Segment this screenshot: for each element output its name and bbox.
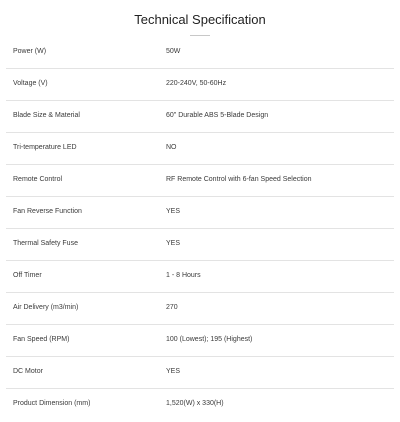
spec-value: 270 (166, 304, 178, 311)
spec-label: Thermal Safety Fuse (13, 240, 78, 247)
spec-row-motor (6, 356, 394, 388)
spec-label: Air Delivery (m3/min) (13, 304, 79, 311)
spec-label: Product Dimension (mm) (13, 400, 91, 408)
spec-label: Tri-temperature LED (13, 144, 77, 151)
spec-label: Off Timer (13, 272, 42, 279)
spec-value: YES (166, 208, 181, 215)
spec-row-voltage (6, 68, 394, 100)
spec-row-led (6, 132, 394, 164)
spec-value: 1,520(W) x 330(H) (166, 400, 224, 408)
page-title: Technical Specification (134, 12, 266, 27)
spec-row-timer (6, 260, 394, 292)
spec-row-speed (6, 324, 394, 356)
spec-label: Blade Size & Material (13, 112, 80, 119)
spec-value: 50W (166, 47, 181, 55)
spec-row-dimension (6, 388, 394, 420)
spec-value: RF Remote Control with 6-fan Speed Selection (166, 176, 312, 183)
spec-label: Voltage (V) (13, 80, 48, 87)
spec-table (6, 36, 394, 420)
spec-label: Fan Speed (RPM) (13, 336, 70, 343)
spec-value: 60" Durable ABS 5-Blade Design (166, 112, 269, 119)
spec-value: YES (166, 240, 181, 247)
spec-value: 100 (Lowest); 195 (Highest) (166, 336, 253, 343)
spec-row-fuse (6, 228, 394, 260)
spec-row-air (6, 292, 394, 324)
spec-label: DC Motor (13, 368, 43, 375)
spec-value: YES (166, 368, 181, 375)
spec-row-remote (6, 164, 394, 196)
spec-label: Fan Reverse Function (13, 208, 82, 215)
spec-row-reverse (6, 196, 394, 228)
spec-value: 1 - 8 Hours (166, 272, 201, 279)
spec-row-blade (6, 100, 394, 132)
spec-label: Remote Control (13, 176, 63, 183)
spec-value: 220-240V, 50-60Hz (166, 80, 227, 87)
spec-row-power (6, 36, 394, 68)
spec-label: Power (W) (13, 47, 47, 55)
spec-value: NO (166, 144, 177, 151)
